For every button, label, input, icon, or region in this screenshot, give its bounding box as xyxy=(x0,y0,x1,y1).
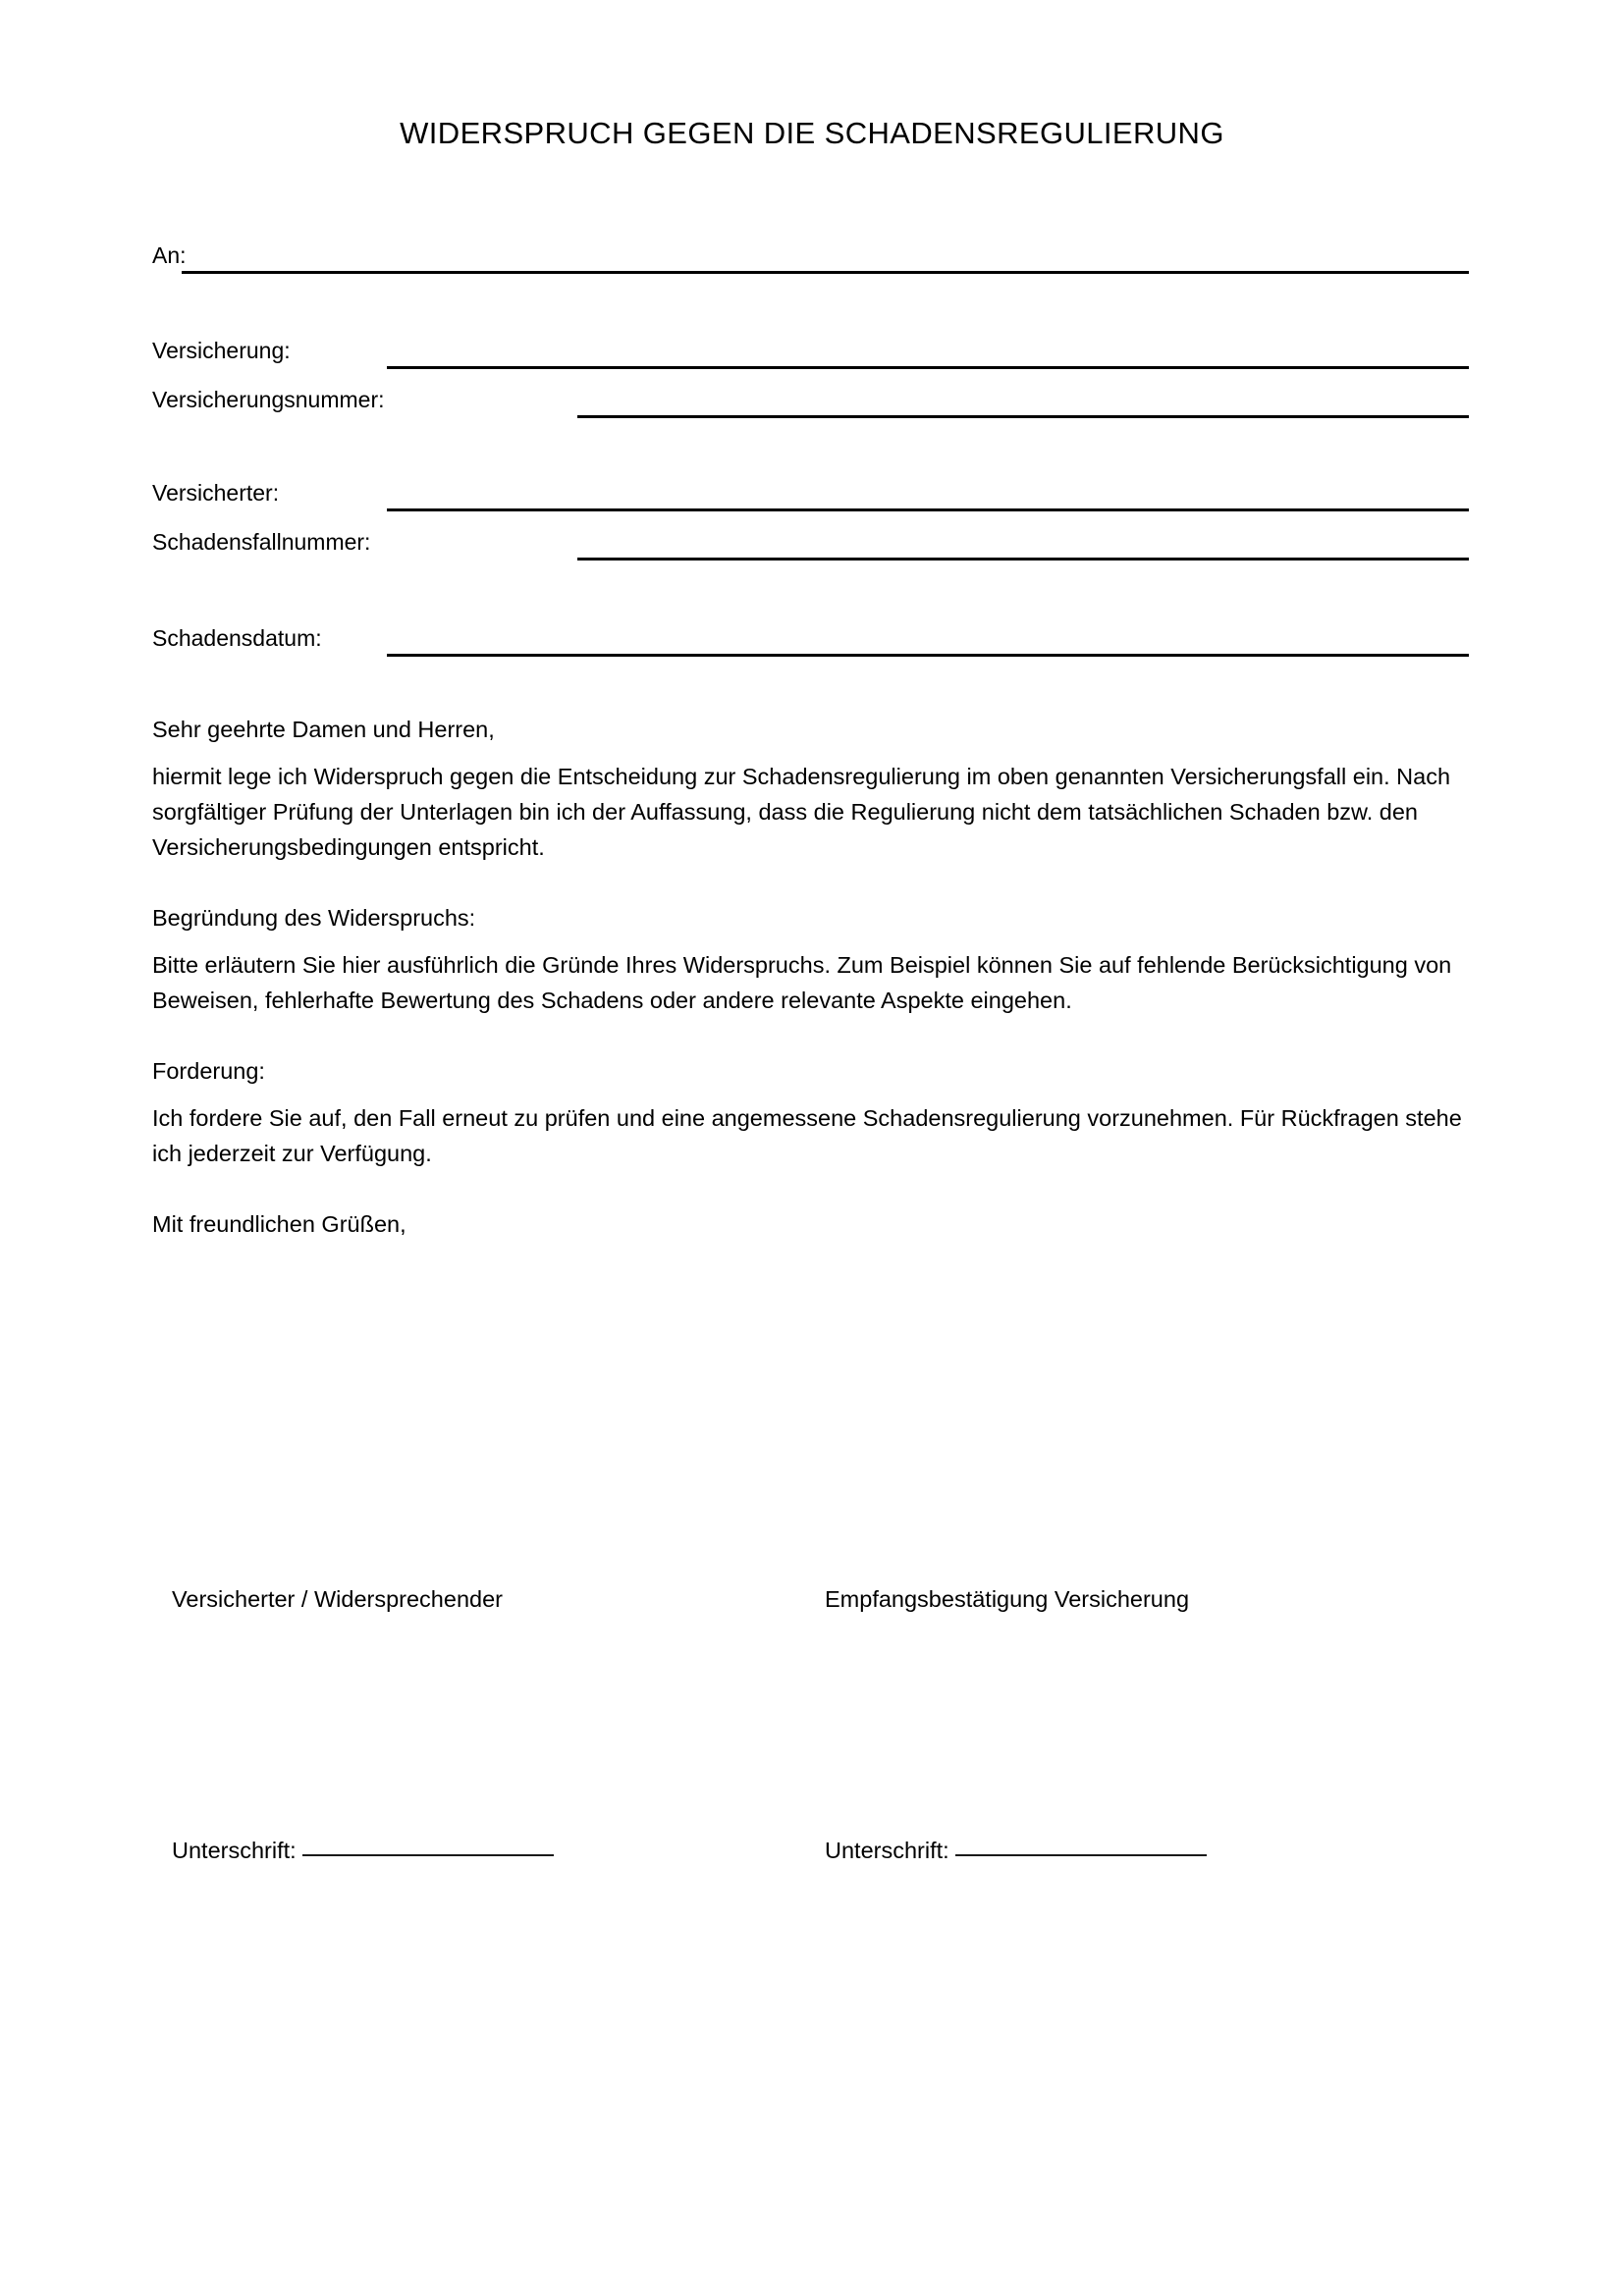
form-row-an xyxy=(0,240,1624,280)
letter-body xyxy=(152,712,1473,1242)
signature-label-insured: Versicherter / Widersprechender xyxy=(172,1586,503,1612)
form-label-versicherter: Versicherter: xyxy=(152,480,280,506)
intro-paragraph: hiermit lege ich Widerspruch gegen die Entscheidung zur Schadensregulierung im oben genannten Versicherungsfall ein. Nach sorgfältiger Prüfung der Unterlagen bin ich der Auffassung, dass die Regulierung nicht dem tatsächlichen Schaden bzw. den Versicherungsbedingungen entspricht. xyxy=(152,764,1451,860)
form-row-versicherungsnummer xyxy=(0,385,1624,424)
reason-paragraph[interactable]: Bitte erläutern Sie hier ausführlich die Gründe Ihres Widerspruchs. Zum Beispiel können Sie auf fehlende Berücksichtigung von Beweisen, fehlerhafte Bewertung des Schadens oder andere relevante Aspekte eingehen. xyxy=(152,952,1452,1013)
page-title: WIDERSPRUCH GEGEN DIE SCHADENSREGULIERUNG xyxy=(400,116,1224,150)
form-label-an: An: xyxy=(152,242,187,268)
form-row-schadensfallnummer xyxy=(0,527,1624,566)
signature-line-insurer xyxy=(825,1834,1207,1867)
demand-heading: Forderung: xyxy=(152,1058,265,1084)
signature-line-insurer-label: Unterschrift: xyxy=(825,1838,949,1863)
form-input-versicherter[interactable] xyxy=(387,508,1469,511)
form-label-schadensfallnummer: Schadensfallnummer: xyxy=(152,529,371,555)
form-input-versicherung[interactable] xyxy=(387,366,1469,369)
signature-lines-row xyxy=(0,1834,1624,1879)
signature-input-insured[interactable] xyxy=(302,1854,554,1856)
form-input-versicherungsnummer[interactable] xyxy=(577,415,1469,418)
signature-input-insurer[interactable] xyxy=(955,1854,1207,1856)
reason-heading: Begründung des Widerspruchs: xyxy=(152,905,476,931)
form-row-versicherter xyxy=(0,478,1624,517)
form-label-versicherungsnummer: Versicherungsnummer: xyxy=(152,387,385,412)
salutation-text: Sehr geehrte Damen und Herren, xyxy=(152,717,495,742)
form-input-schadensfallnummer[interactable] xyxy=(577,558,1469,561)
form-input-an[interactable] xyxy=(182,271,1469,274)
closing-text: Mit freundlichen Grüßen, xyxy=(152,1211,406,1237)
form-row-schadensdatum xyxy=(0,623,1624,663)
signature-line-insured-label: Unterschrift: xyxy=(172,1838,297,1863)
form-label-versicherung: Versicherung: xyxy=(152,338,291,363)
demand-paragraph: Ich fordere Sie auf, den Fall erneut zu prüfen und eine angemessene Schadensregulierung vorzunehmen. Für Rückfragen stehe ich jederzeit zur Verfügung. xyxy=(152,1105,1462,1166)
form-row-versicherung xyxy=(0,336,1624,375)
form-label-schadensdatum: Schadensdatum: xyxy=(152,625,322,651)
signature-labels-row xyxy=(0,1582,1624,1622)
signature-label-insurer-receipt: Empfangsbestätigung Versicherung xyxy=(825,1586,1190,1612)
signature-line-insured xyxy=(172,1834,554,1867)
form-input-schadensdatum[interactable] xyxy=(387,654,1469,657)
